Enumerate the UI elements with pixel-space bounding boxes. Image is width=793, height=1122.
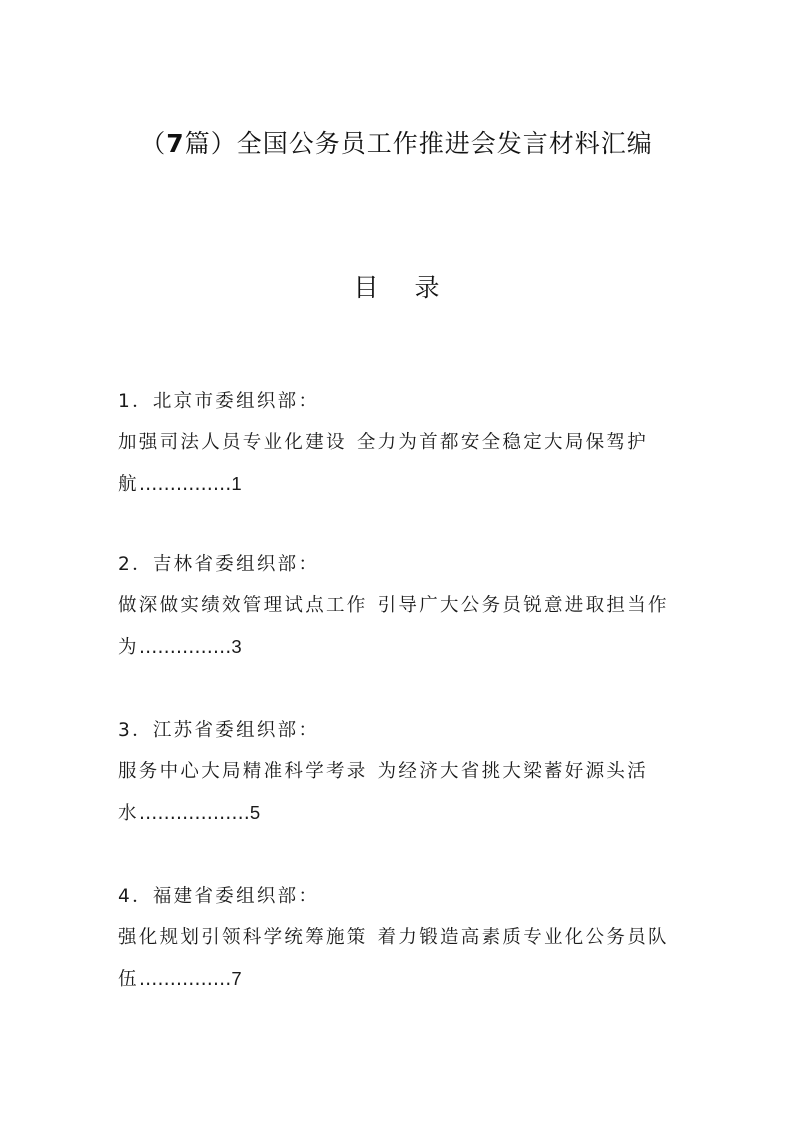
title-text: 篇）全国公务员工作推进会发言材料汇编: [184, 129, 653, 158]
toc-entry-number: 4．: [118, 886, 153, 907]
toc-entry-title: [118, 585, 688, 668]
toc-entry-org-name: 北京市委组织部：: [152, 391, 320, 412]
toc-entry-leader-dots: ………………: [138, 803, 250, 824]
toc-entry-number: 3．: [118, 720, 153, 741]
toc-entry-number: 2．: [118, 554, 153, 575]
toc-entry-page-number: 1: [231, 473, 242, 494]
toc-entry[interactable]: [118, 382, 688, 505]
toc-entry-title-part1: 强化规划引领科学统筹施策: [118, 927, 368, 948]
toc-entry-org-name: 江苏省委组织部：: [152, 720, 320, 741]
toc-entry-title-part2: 全力为首都安全稳定大局保驾护航: [118, 432, 649, 495]
toc-entry-title: [118, 751, 688, 834]
toc-entry-title-part1: 加强司法人员专业化建设: [118, 432, 347, 453]
toc-entry-title-part2: 为经济大省挑大梁蓄好源头活水: [118, 761, 649, 824]
toc-entry-number: 1．: [118, 391, 153, 412]
toc-entry-title-part2: 着力锻造高素质专业化公务员队伍: [118, 927, 669, 990]
toc-entry[interactable]: [118, 545, 688, 668]
title-count: 7: [166, 129, 185, 158]
toc-entry-org: [118, 382, 688, 422]
document-title: [0, 124, 793, 164]
toc-entry-title-part1: 服务中心大局精准科学考录: [118, 761, 368, 782]
title-open-paren: （: [140, 129, 167, 158]
toc-entry[interactable]: [118, 711, 688, 834]
toc-entry-page-number: 5: [249, 802, 261, 823]
toc-entry-page-number: 7: [231, 968, 242, 989]
toc-entry-org: [118, 711, 688, 751]
toc-entry-org-name: 福建省委组织部：: [152, 886, 320, 907]
toc-entry[interactable]: [118, 877, 688, 1000]
toc-entry-title-part2: 引导广大公务员锐意进取担当作为: [118, 595, 669, 658]
toc-entry-org: [118, 877, 688, 917]
toc-entry-org-name: 吉林省委组织部：: [152, 554, 320, 575]
toc-entry-leader-dots: ……………: [138, 969, 232, 990]
toc-entry-title: [118, 917, 688, 1000]
toc-entry-title: [118, 422, 688, 505]
toc-heading: 目 录: [353, 273, 454, 302]
toc-entry-leader-dots: ……………: [138, 637, 232, 658]
toc-entry-page-number: 3: [231, 636, 242, 657]
toc-entry-title-part1: 做深做实绩效管理试点工作: [118, 595, 368, 616]
toc-entry-org: [118, 545, 688, 585]
toc-entry-leader-dots: ……………: [138, 474, 232, 495]
